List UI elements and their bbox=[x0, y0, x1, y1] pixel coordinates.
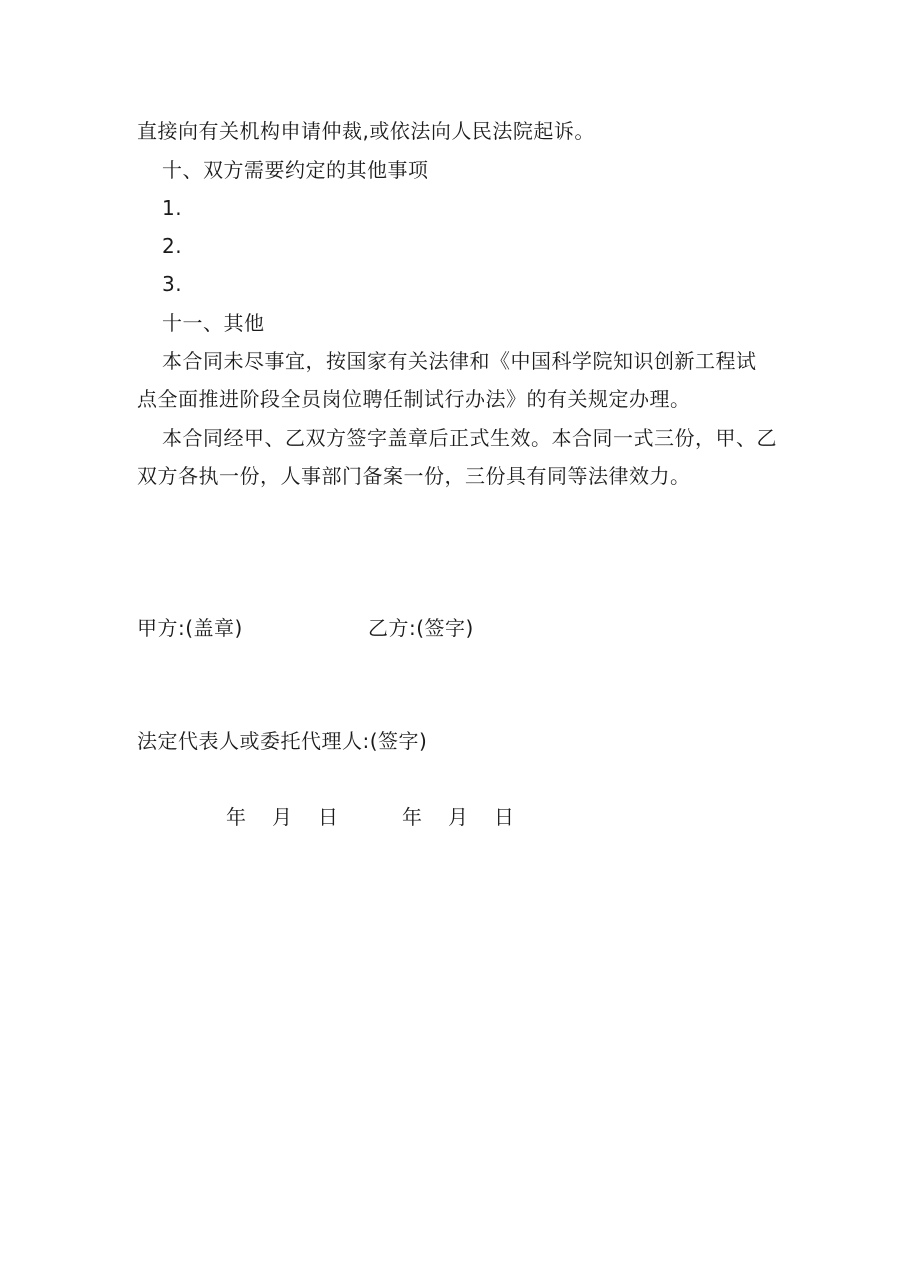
paragraph-line: 点全面推进阶段全员岗位聘任制试行办法》的有关规定办理。 bbox=[137, 387, 691, 411]
section-eleven-heading: 十一、其他 bbox=[162, 311, 265, 335]
date-a-month: 月 bbox=[272, 805, 293, 829]
section-ten-heading: 十、双方需要约定的其他事项 bbox=[162, 158, 429, 182]
list-item: 1. bbox=[162, 196, 183, 220]
legal-representative-label: 法定代表人或委托代理人:(签字) bbox=[137, 729, 428, 753]
list-item: 3. bbox=[162, 272, 183, 296]
paragraph-line: 双方各执一份，人事部门备案一份，三份具有同等法律效力。 bbox=[137, 464, 691, 488]
date-b-month: 月 bbox=[448, 805, 469, 829]
party-b-signature-label: 乙方:(签字) bbox=[368, 616, 474, 640]
list-item: 2. bbox=[162, 234, 183, 258]
paragraph-line: 本合同经甲、乙双方签字盖章后正式生效。本合同一式三份，甲、乙 bbox=[162, 426, 777, 450]
date-b-year: 年 bbox=[402, 805, 423, 829]
party-a-signature-label: 甲方:(盖章) bbox=[137, 616, 243, 640]
continuation-text: 直接向有关机构申请仲裁,或依法向人民法院起诉。 bbox=[137, 119, 595, 143]
date-b-day: 日 bbox=[494, 805, 515, 829]
date-a-year: 年 bbox=[226, 805, 247, 829]
date-a-day: 日 bbox=[318, 805, 339, 829]
paragraph-line: 本合同未尽事宜，按国家有关法律和《中国科学院知识创新工程试 bbox=[162, 349, 757, 373]
